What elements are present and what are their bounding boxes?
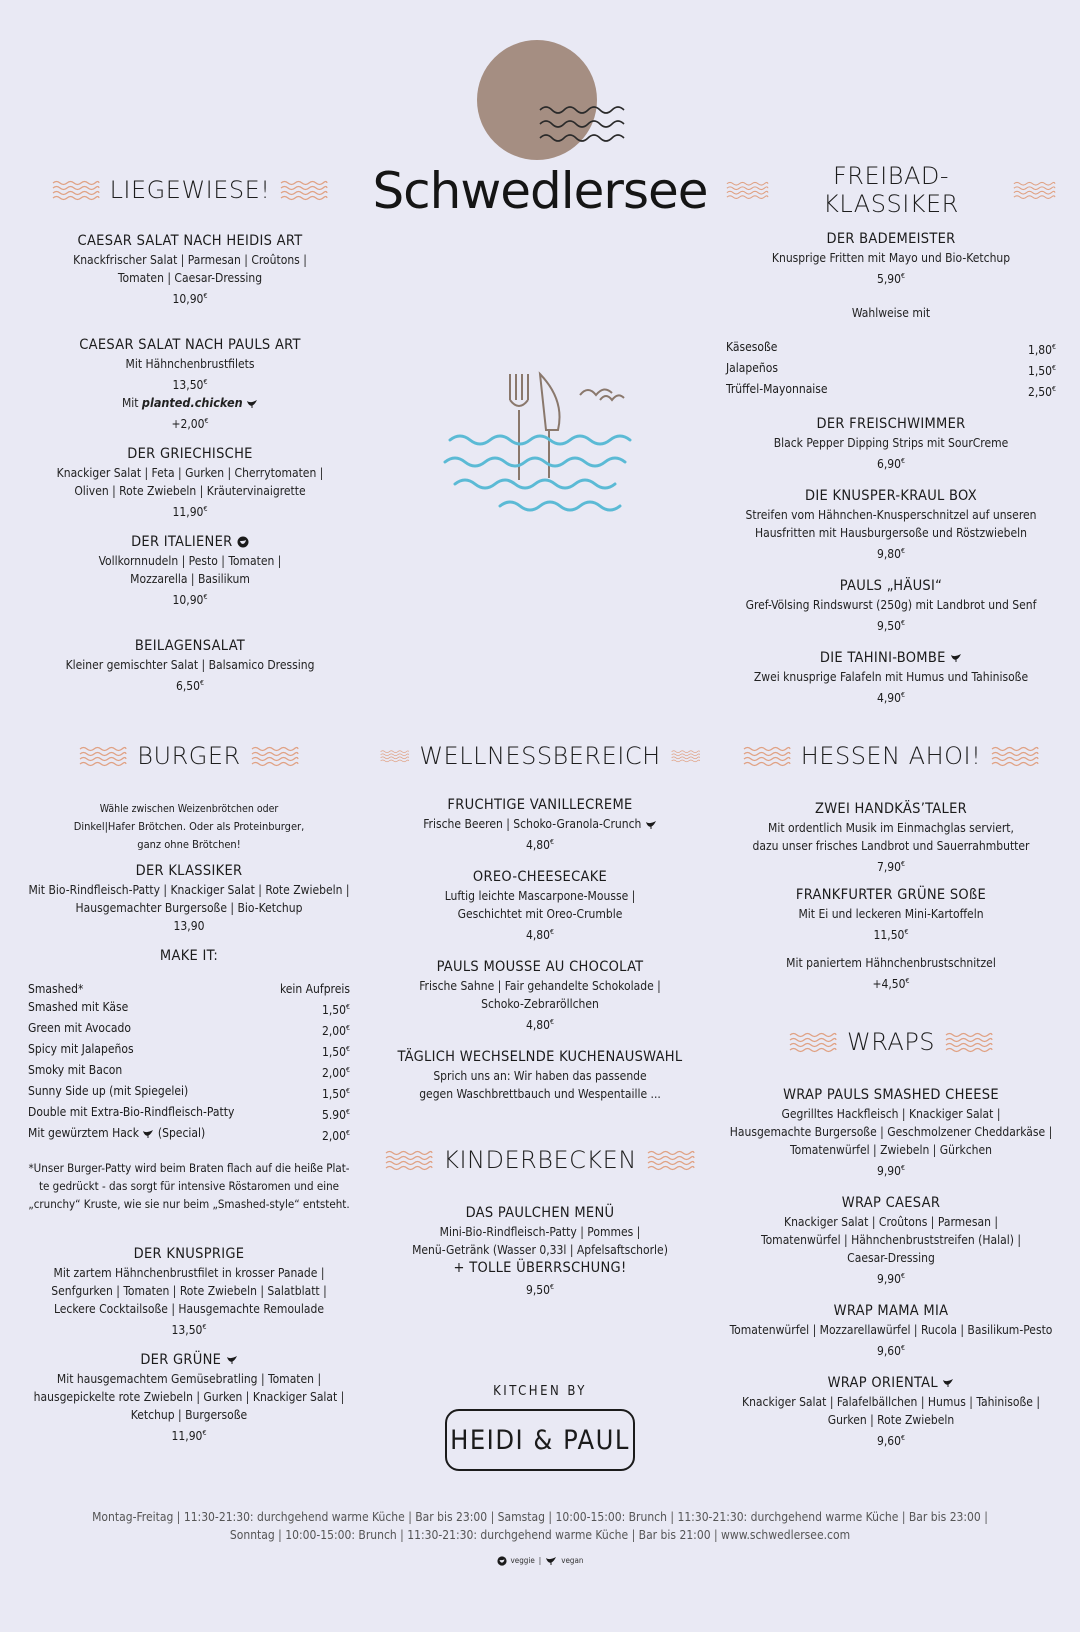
section-wave-icon xyxy=(52,179,100,201)
kitchen-label: KITCHEN BY xyxy=(493,1384,587,1399)
option-row: Käsesoße 1,80€ xyxy=(726,340,1056,357)
section-wraps xyxy=(726,1024,1056,1450)
make-it-label: MAKE IT: xyxy=(159,948,219,964)
menu-item: DIE TAHINI-BOMBE Zwei knusprige Falafeln mit Humus und Tahinisoße 4,90€ xyxy=(753,650,1029,705)
option-row: Sunny Side up (mit Spiegelei) 1,50€ xyxy=(28,1084,350,1101)
veggie-icon xyxy=(237,536,249,548)
section-wave-icon xyxy=(385,1149,433,1171)
burger-note: *Unser Burger-Patty wird beim Braten flach auf die heiße Plat- te gedrückt - das sorgt für intensive Röstaromen und eine „crunchy“ Kruste, wie sie nur beim „Smashed-style“ entsteht. xyxy=(28,1161,350,1211)
vegan-leaf-icon xyxy=(142,1129,154,1139)
section-wave-icon xyxy=(743,745,791,767)
option-row: Smashed mit Käse 1,50€ xyxy=(28,1000,350,1017)
diet-legend: veggie | vegan xyxy=(0,1552,1080,1570)
brand-name: Schwedlersee xyxy=(372,162,708,220)
vegan-leaf-icon xyxy=(545,1556,557,1566)
menu-item: DER BADEMEISTER Knusprige Fritten mit Mayo und Bio-Ketchup 5,90€ xyxy=(771,231,1011,286)
veggie-icon xyxy=(497,1556,507,1566)
kitchen-by xyxy=(430,1384,650,1471)
menu-item: CAESAR SALAT NACH PAULS ART Mit Hähnchenbrustfilets 13,50€ Mit planted.chicken +2,00€ xyxy=(79,337,301,431)
section-wave-icon xyxy=(647,1149,695,1171)
menu-item: FRANKFURTER GRÜNE SOßE Mit Ei und leckeren Mini-Kartoffeln 11,50€ xyxy=(795,887,987,942)
section-wellness xyxy=(380,738,700,1103)
menu-item: DER KNUSPRIGE Mit zartem Hähnchenbrustfilet in krosser Panade | Senfgurken | Tomaten | Rote Zwiebeln | Salatblatt | Leckere Cocktailsoße | Hausgemachte Remoulade 13,50€ xyxy=(51,1246,327,1337)
brand-logo xyxy=(440,40,640,170)
section-title-burger: BURGER xyxy=(28,738,350,774)
option-row: Trüffel-Mayonnaise 2,50€ xyxy=(726,382,1056,399)
vegan-leaf-icon xyxy=(246,399,258,409)
menu-item: WRAP CAESAR Knackiger Salat | Croûtons | Parmesan | Tomatenwürfel | Hähnchenbruststreifen (Halal) | Caesar-Dressing 9,90€ xyxy=(761,1195,1021,1286)
burger-intro: Wähle zwischen Weizenbrötchen oder Dinkel|Hafer Brötchen. Oder als Proteinburger, ganz ohne Brötchen! xyxy=(73,803,305,851)
choice-label: Wahlweise mit xyxy=(851,306,931,320)
option-row: Smashed* kein Aufpreis xyxy=(28,982,350,996)
section-title-wellness: WELLNESSBEREICH xyxy=(380,738,700,774)
fork-knife-water-illustration xyxy=(440,370,640,515)
section-wave-icon xyxy=(380,745,409,767)
section-title-kinder: KINDERBECKEN xyxy=(380,1142,700,1178)
menu-item: FRUCHTIGE VANILLECREME Frische Beeren | Schoko-Granola-Crunch 4,80€ xyxy=(380,796,700,854)
menu-item: DER ITALIENER Vollkornnudeln | Pesto | Tomaten | Mozzarella | Basilikum 10,90€ xyxy=(98,534,282,607)
menu-item: OREO-CHEESECAKE Luftig leichte Mascarpone-Mousse | Geschichtet mit Oreo-Crumble 4,80€ xyxy=(444,869,636,942)
section-wave-icon xyxy=(280,179,328,201)
option-row: Mit gewürztem Hack (Special) 2,00€ xyxy=(28,1126,350,1143)
vegan-leaf-icon xyxy=(942,1378,954,1388)
menu-item: WRAP MAMA MIA Tomatenwürfel | Mozzarellawürfel | Rucola | Basilikum-Pesto 9,60€ xyxy=(729,1303,1053,1358)
section-wave-icon xyxy=(1013,179,1056,201)
section-title-wraps: WRAPS xyxy=(726,1024,1056,1060)
planted-chicken-brand: planted.chicken xyxy=(141,395,243,410)
opening-hours: Montag-Freitag | 11:30-21:30: durchgehend warme Küche | Bar bis 23:00 | Samstag | 10:00-15:00: Brunch | 11:30-21:30: durchgehend warme Küche | Bar bis 23:00 | Sonntag | 10:00-15:00: Brunch | 11:30-21:30: durchgehend warme Küche | Bar bis 21:00 | www.schwedlersee.com xyxy=(92,1510,988,1542)
menu-item: TÄGLICH WECHSELNDE KUCHENAUSWAHL Sprich uns an: Wir haben das passende gegen Waschbrettbauch und Wespentaille ... xyxy=(397,1049,683,1101)
option-row: Double mit Extra-Bio-Rindfleisch-Patty 5.90€ xyxy=(28,1105,350,1122)
kitchen-brand: HEIDI & PAUL xyxy=(445,1409,635,1471)
logo-sun-icon xyxy=(440,40,640,170)
menu-item: ZWEI HANDKÄS’TALER Mit ordentlich Musik im Einmachglas serviert, dazu unser frisches Landbrot und Sauerrahmbutter 7,90€ xyxy=(752,801,1030,874)
section-kinder xyxy=(380,1142,700,1299)
menu-item: PAULS „HÄUSI“ Gref-Völsing Rindswurst (250g) mit Landbrot und Senf 9,50€ xyxy=(745,578,1037,633)
section-wave-icon xyxy=(251,745,299,767)
option-row: Jalapeños 1,50€ xyxy=(726,361,1056,378)
seagull-icon xyxy=(580,389,624,400)
menu-item: PAULS MOUSSE AU CHOCOLAT Frische Sahne | Fair gehandelte Schokolade | Schoko-Zebraröllchen 4,80€ xyxy=(419,959,661,1032)
menu-item: DER GRIECHISCHE Knackiger Salat | Feta | Gurken | Cherrytomaten | Oliven | Rote Zwiebeln | Kräutervinaigrette 11,90€ xyxy=(56,446,324,519)
section-title-hessen: HESSEN AHOI! xyxy=(726,738,1056,774)
section-hessen xyxy=(726,738,1056,993)
freibad-options xyxy=(726,338,1056,401)
menu-item: DAS PAULCHEN MENÜ Mini-Bio-Rindfleisch-Patty | Pommes | Menü-Getränk (Wasser 0,33l | Apfelsaftschorle) + TOLLE ÜBERRSCHUNG! 9,50€ xyxy=(412,1205,668,1297)
vegan-leaf-icon xyxy=(950,653,962,663)
section-wave-icon xyxy=(671,745,700,767)
vegan-leaf-icon xyxy=(226,1355,238,1365)
menu-item: DER KLASSIKER Mit Bio-Rindfleisch-Patty | Knackiger Salat | Rote Zwiebeln | Hausgemachter Burgersoße | Bio-Ketchup 13,90 xyxy=(28,863,350,933)
vegan-leaf-icon xyxy=(645,820,657,830)
section-freibad xyxy=(726,162,1056,707)
section-title-freibad: FREIBAD-KLASSIKER xyxy=(726,172,1056,208)
option-row: Smoky mit Bacon 2,00€ xyxy=(28,1063,350,1080)
section-wave-icon xyxy=(789,1031,837,1053)
section-wave-icon xyxy=(726,179,769,201)
section-title-liegewiese: LIEGEWIESE! xyxy=(30,172,350,208)
section-burger xyxy=(28,738,350,1445)
menu-item: DER FREISCHWIMMER Black Pepper Dipping Strips mit SourCreme 6,90€ xyxy=(773,416,1009,471)
option-row: Green mit Avocado 2,00€ xyxy=(28,1021,350,1038)
menu-item: BEILAGENSALAT Kleiner gemischter Salat | Balsamico Dressing 6,50€ xyxy=(65,638,315,693)
menu-item-extra: Mit paniertem Hähnchenbrustschnitzel +4,50€ xyxy=(786,956,996,991)
section-wave-icon xyxy=(991,745,1039,767)
menu-item: WRAP ORIENTAL Knackiger Salat | Falafelbällchen | Humus | Tahinisoße | Gurken | Rote Zwiebeln 9,60€ xyxy=(741,1375,1040,1448)
menu-item: CAESAR SALAT NACH HEIDIS ART Knackfrischer Salat | Parmesan | Croûtons | Tomaten | Caesar-Dressing 10,90€ xyxy=(73,233,307,306)
section-wave-icon xyxy=(945,1031,993,1053)
menu-item: DER GRÜNE Mit hausgemachtem Gemüsebratling | Tomaten | hausgepickelte rote Zwiebeln | Gurken | Knackiger Salat | Ketchup | Burgersoße 11,90€ xyxy=(33,1352,345,1443)
option-row: Spicy mit Jalapeños 1,50€ xyxy=(28,1042,350,1059)
section-wave-icon xyxy=(79,745,127,767)
burger-options xyxy=(28,980,350,1145)
section-liegewiese xyxy=(30,172,350,695)
menu-item: WRAP PAULS SMASHED CHEESE Gegrilltes Hackfleisch | Knackiger Salat | Hausgemachte Burgersoße | Geschmolzener Cheddarkäse | Tomatenwürfel | Zwiebeln | Gürkchen 9,90€ xyxy=(729,1087,1053,1178)
menu-item: DIE KNUSPER-KRAUL BOX Streifen vom Hähnchen-Knusperschnitzel auf unseren Hausfritten mit Hausburgersoße und Röstzwiebeln 9,80€ xyxy=(745,488,1037,561)
